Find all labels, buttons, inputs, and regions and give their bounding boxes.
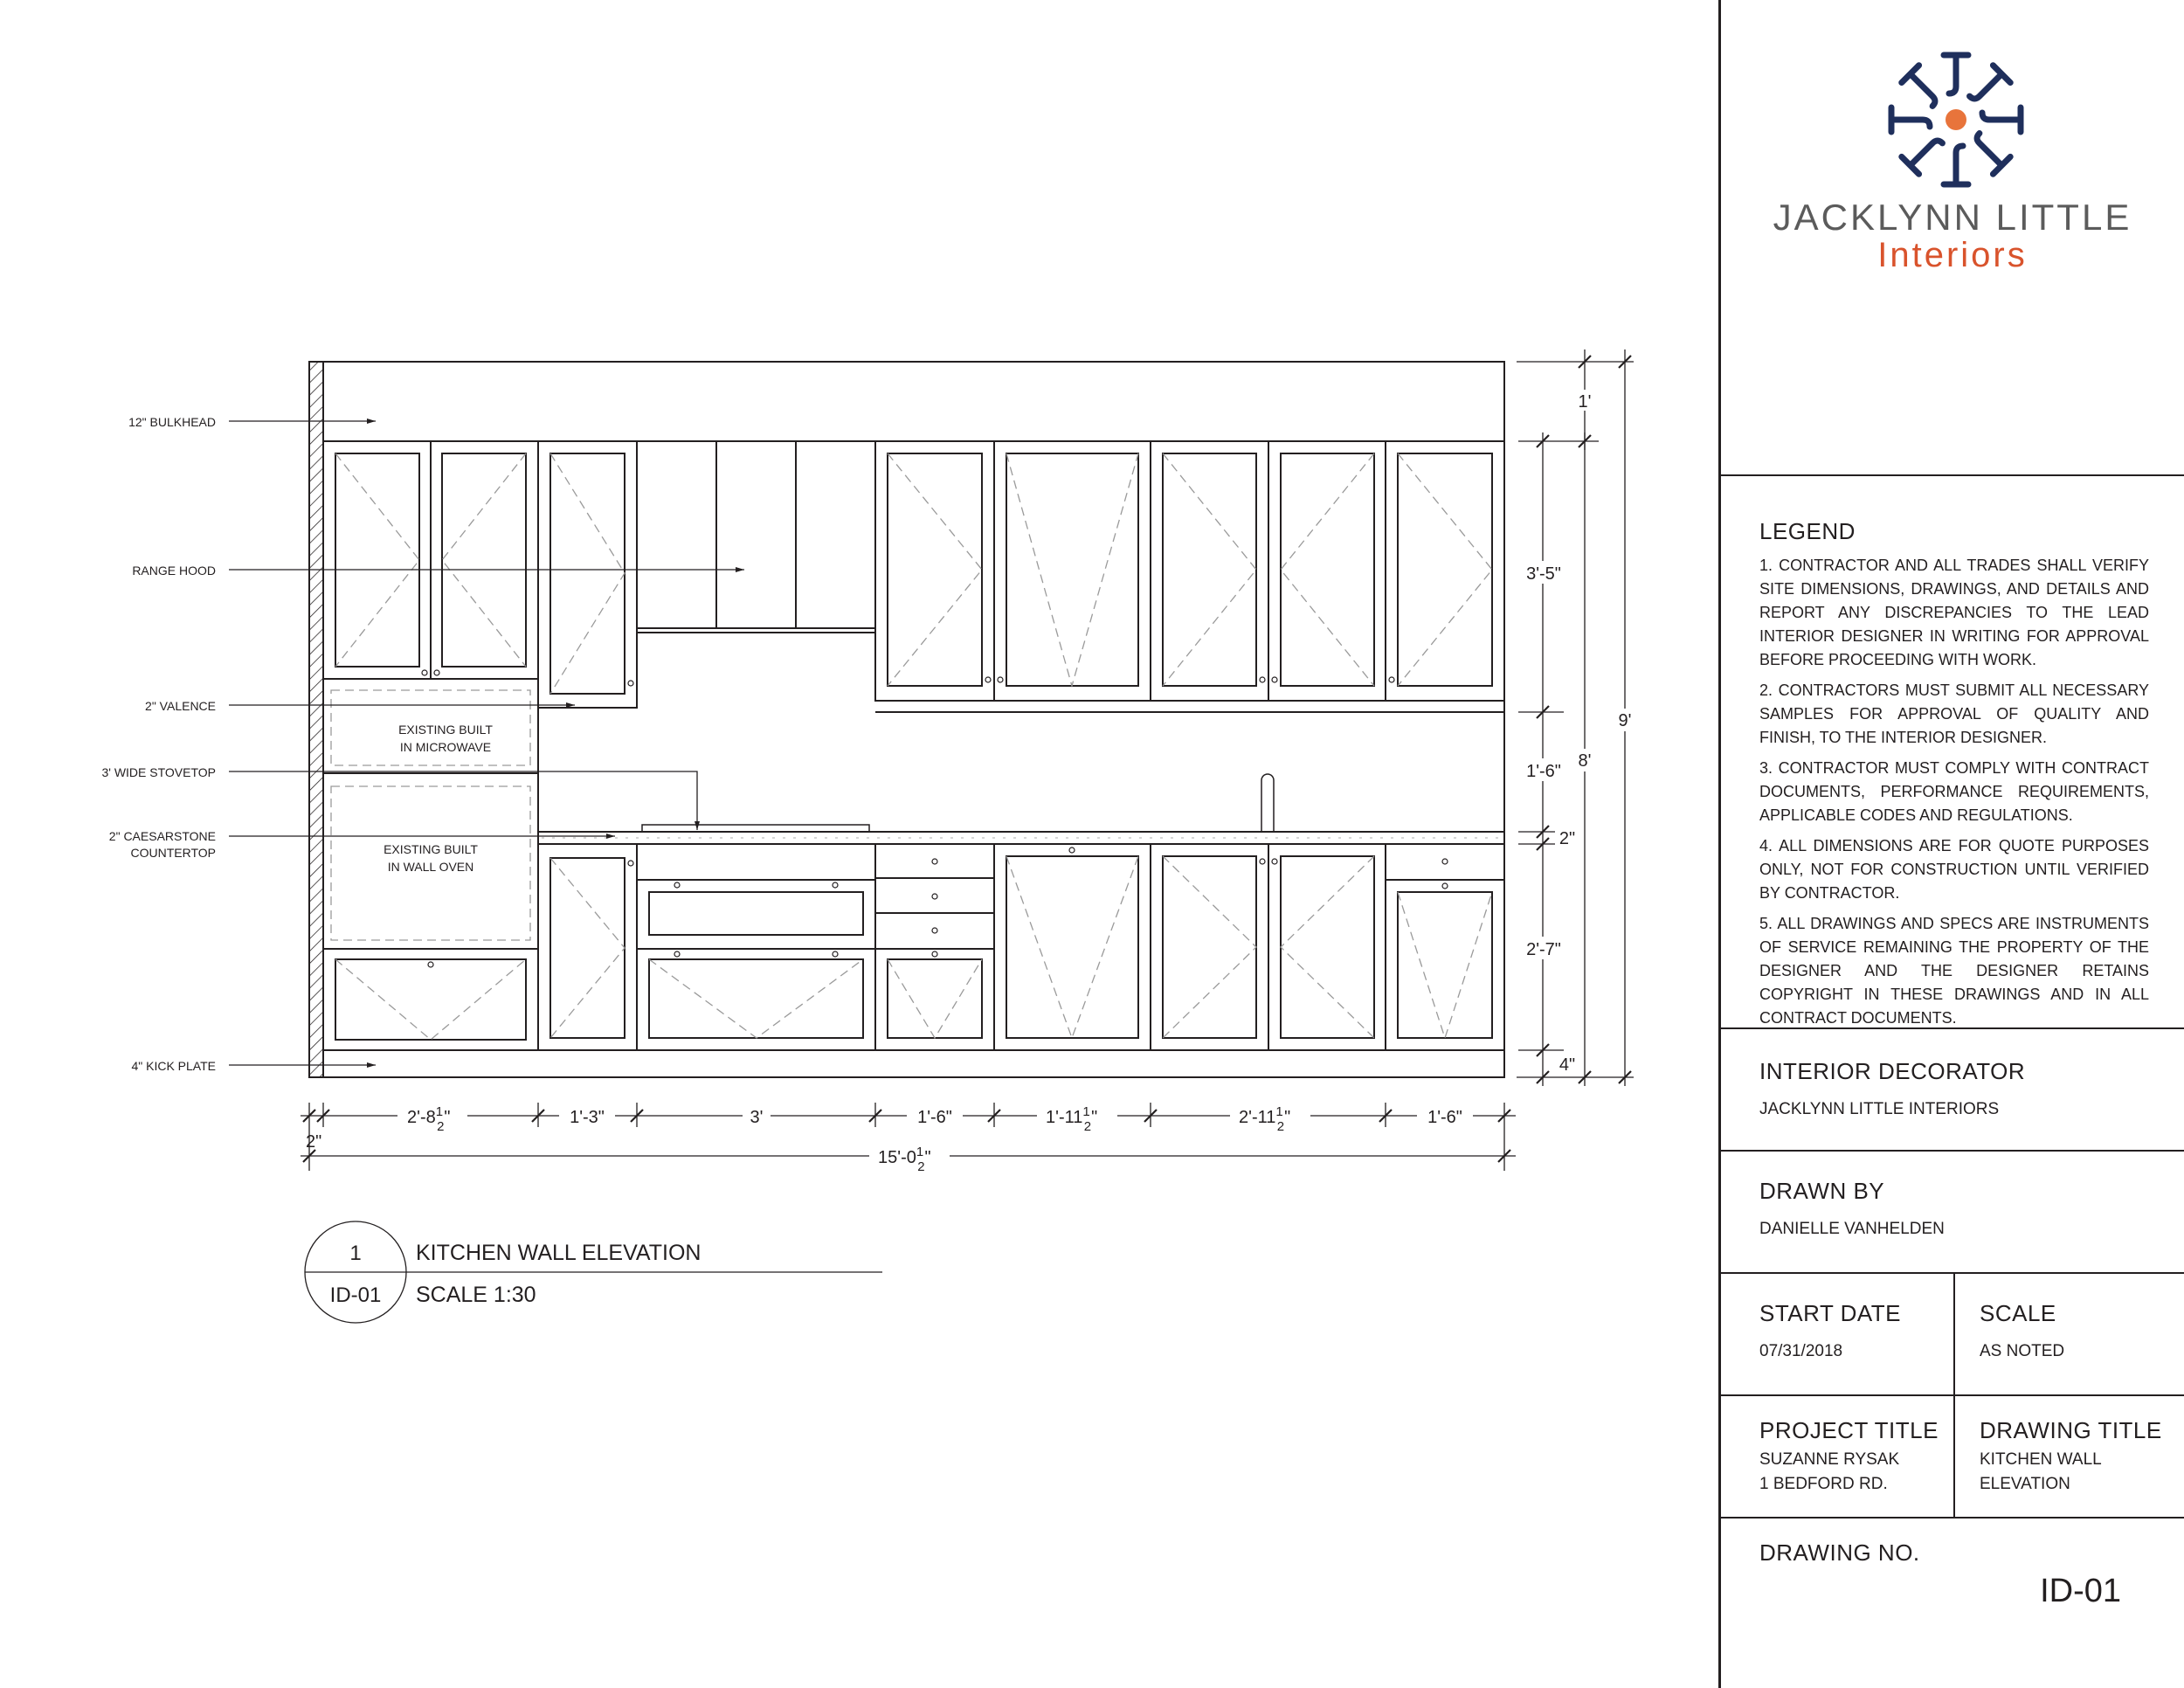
stovetop <box>642 825 869 832</box>
legend-item: 4. ALL DIMENSIONS ARE FOR QUOTE PURPOSES ONLY, NOT FOR CONSTRUCTION UNTIL VERIFIED BY CONTRACTOR. <box>1759 837 2149 902</box>
dim-h-left: 2" <box>306 1132 322 1152</box>
oven-drawer-knob <box>428 962 433 967</box>
dim-h6: $2'-11^1$ 2" <box>1239 1104 1291 1134</box>
dim-v-mid: 8' <box>1578 751 1592 771</box>
drawing-no-value: ID-01 <box>2040 1573 2121 1609</box>
dim-h7: 1'-6" <box>1427 1108 1462 1127</box>
view-tag-number: 1 <box>349 1242 362 1265</box>
start-date-value: 07/31/2018 <box>1759 1342 1843 1360</box>
logo-section <box>1721 0 2184 476</box>
start-date-cell <box>1721 1274 1955 1394</box>
drawing-title-value: KITCHEN WALL ELEVATION <box>1980 1450 2102 1493</box>
legend-item: 2. CONTRACTORS MUST SUBMIT ALL NECESSARY SAMPLES FOR APPROVAL OF QUALITY AND FINISH, TO THE INTERIOR DESIGNER. <box>1759 681 2149 746</box>
callout-kick-plate: 4" KICK PLATE <box>131 1059 216 1073</box>
callout-bulkhead: 12" BULKHEAD <box>128 415 216 429</box>
dim-h5: $1'-11^1$ 2" <box>1046 1104 1098 1134</box>
oven-label-1: EXISTING BUILT <box>384 842 478 856</box>
base-cabinets <box>538 844 1504 1050</box>
start-date-label: START DATE <box>1759 1300 1901 1326</box>
brand-name: JACKLYNN LITTLE <box>1773 197 2132 238</box>
drawing-no-label: DRAWING NO. <box>1759 1539 1920 1566</box>
legend-item: 3. CONTRACTOR MUST COMPLY WITH CONTRACT DOCUMENTS, PERFORMANCE REQUIREMENTS, APPLICABLE CODES AND REGULATIONS. <box>1759 759 2149 824</box>
brand-sub: Interiors <box>1877 236 2028 274</box>
vertical-dim-labels <box>1526 392 1631 1075</box>
logo-glyph <box>1966 129 2010 174</box>
drawing-title-cell <box>1955 1396 2184 1538</box>
dim-v6: 4" <box>1559 1055 1576 1075</box>
logo-glyph <box>1902 66 1946 110</box>
view-tag-sheet: ID-01 <box>329 1283 382 1307</box>
date-scale-section <box>1721 1274 2184 1396</box>
view-tag-title: KITCHEN WALL ELEVATION <box>416 1241 702 1265</box>
wall-outline <box>309 362 1504 1077</box>
microwave-label-1: EXISTING BUILT <box>398 723 493 737</box>
callout-valence: 2" VALENCE <box>145 699 216 713</box>
logo-glyph <box>1902 129 1946 174</box>
base-knobs <box>628 847 1448 957</box>
project-title-label: PROJECT TITLE <box>1759 1417 1939 1443</box>
faucet <box>1261 774 1274 832</box>
scale-value: AS NOTED <box>1980 1342 2065 1360</box>
dim-v4: 2" <box>1559 829 1576 848</box>
scale-label: SCALE <box>1980 1300 2056 1326</box>
upper-door-swings <box>335 453 1492 694</box>
dim-v-total: 9' <box>1618 711 1632 730</box>
dim-h4: 1'-6" <box>917 1108 952 1127</box>
upper-knobs <box>422 670 1394 686</box>
dim-v5: 2'-7" <box>1526 940 1561 959</box>
view-tag <box>305 1221 882 1323</box>
microwave-label-2: IN MICROWAVE <box>399 740 492 754</box>
dim-h1: $2'-8^1$ 2" <box>407 1104 451 1134</box>
callout-stovetop: 3' WIDE STOVETOP <box>101 765 216 779</box>
legend-section <box>1721 476 2184 1029</box>
drawing-title-label: DRAWING TITLE <box>1980 1417 2162 1443</box>
logo-glyph <box>1966 66 2010 110</box>
drawn-by-value: DANIELLE VANHELDEN <box>1759 1220 1945 1238</box>
decorator-section <box>1721 1029 2184 1152</box>
dim-v2: 3'-5" <box>1526 564 1561 584</box>
view-tag-scale: SCALE 1:30 <box>416 1283 536 1307</box>
logo-glyph <box>1891 107 1930 132</box>
legend-item: 1. CONTRACTOR AND ALL TRADES SHALL VERIFY SITE DIMENSIONS, DRAWINGS, AND DETAILS AND REPORT ANY DISCREPANCIES TO THE LEAD INTERIOR DESIGNER IN WRITING FOR APPROVAL BEFORE PROCEEDING WITH WORK. <box>1759 557 2149 668</box>
legend-item: 5. ALL DRAWINGS AND SPECS ARE INSTRUMENTS OF SERVICE REMAINING THE PROPERTY OF THE DESIGNER AND THE DESIGNER RETAINS COPYRIGHT IN THESE DRAWINGS AND IN ALL CONTRACT DOCUMENTS. <box>1759 915 2149 1027</box>
project-title-value: SUZANNE RYSAK 1 BEDFORD RD. <box>1759 1450 1900 1493</box>
dim-v3: 1'-6" <box>1526 762 1561 781</box>
drawn-by-section <box>1721 1152 2184 1274</box>
drawn-by-label: DRAWN BY <box>1759 1178 1885 1204</box>
drawing-no-section <box>1721 1519 2184 1688</box>
title-block <box>1718 0 2184 1688</box>
dim-h-total: $15'-0^1$ 2" <box>878 1145 931 1174</box>
decorator-label: INTERIOR DECORATOR <box>1759 1058 2026 1084</box>
project-drawing-section <box>1721 1396 2184 1519</box>
logo-glyph <box>1944 146 1968 184</box>
oven-label-2: IN WALL OVEN <box>387 860 474 874</box>
dim-h3: 3' <box>750 1108 764 1127</box>
project-title-cell <box>1721 1396 1955 1517</box>
logo-glyph <box>1982 107 2021 132</box>
base-door-swings <box>550 856 1492 1038</box>
decorator-value: JACKLYNN LITTLE INTERIORS <box>1759 1100 2000 1118</box>
upper-cabinets <box>323 441 1504 712</box>
legend-heading: LEGEND <box>1759 518 1856 544</box>
dim-v1: 1' <box>1578 392 1592 412</box>
callout-countertop-1: 2" CAESARSTONE <box>108 829 216 843</box>
brand-logo-mark <box>1882 45 2030 194</box>
logo-glyph <box>1944 55 1968 93</box>
dim-h2: 1'-3" <box>570 1108 605 1127</box>
legend-list <box>1759 554 2149 1030</box>
callout-countertop-2: COUNTERTOP <box>130 846 216 860</box>
vertical-dim-label-backs <box>1523 390 1638 1075</box>
callout-range-hood: RANGE HOOD <box>132 564 216 578</box>
